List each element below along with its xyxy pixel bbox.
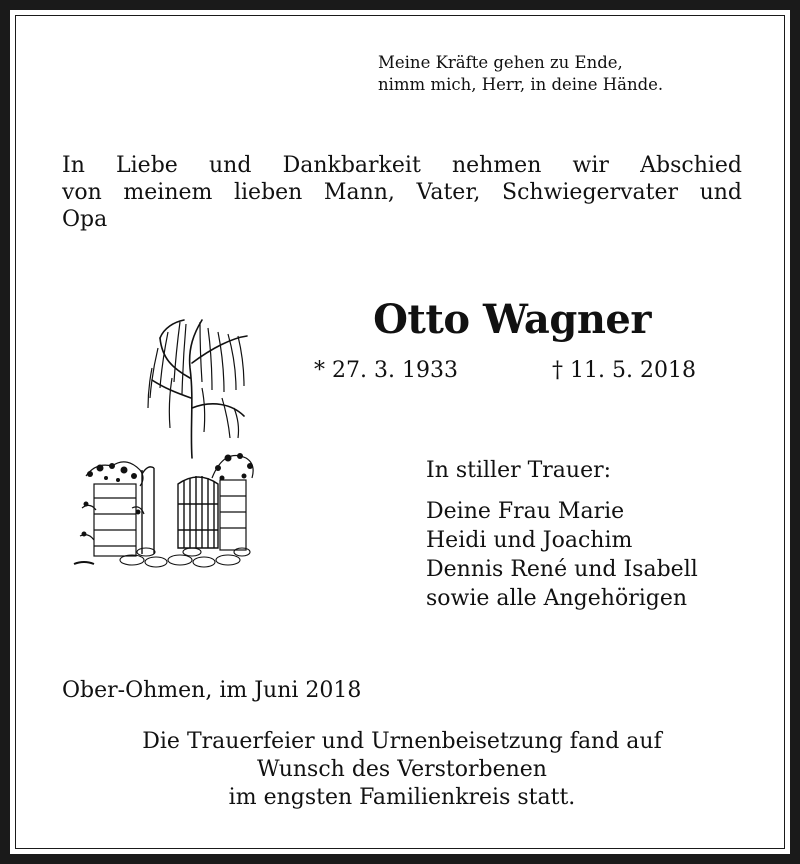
mourners-heading: In stiller Trauer:	[426, 458, 612, 483]
deceased-name: Otto Wagner	[373, 296, 651, 343]
ceremony-line-1: Die Trauerfeier und Urnenbeisetzung fand auf	[142, 729, 662, 754]
intro-line-3: Opa	[62, 207, 108, 232]
garden-gate-tree-icon	[72, 308, 254, 570]
ceremony-line-3: im engsten Familienkreis statt.	[228, 785, 576, 810]
intro-line-2: von meinem lieben Mann, Vater, Schwiegervater und	[62, 180, 742, 205]
mourners-section	[426, 456, 698, 613]
verse-line-2: nimm mich, Herr, in deine Hände.	[378, 75, 664, 94]
mourner-line: sowie alle Angehörigen	[426, 586, 688, 611]
intro-line-1: In Liebe und Dankbarkeit nehmen wir Abschied	[62, 153, 742, 178]
mourner-line: Heidi und Joachim	[426, 528, 633, 553]
obituary-notice	[10, 10, 790, 854]
mourner-line: Deine Frau Marie	[426, 499, 625, 524]
ceremony-note	[62, 728, 742, 812]
verse	[378, 52, 663, 96]
intro-text	[62, 152, 742, 233]
death-date: † 11. 5. 2018	[552, 358, 696, 383]
verse-line-1: Meine Kräfte gehen zu Ende,	[378, 53, 623, 72]
birth-date: * 27. 3. 1933	[314, 358, 458, 383]
mourner-line: Dennis René und Isabell	[426, 557, 698, 582]
ceremony-line-2: Wunsch des Verstorbenen	[257, 757, 547, 782]
place-date: Ober-Ohmen, im Juni 2018	[62, 678, 362, 703]
